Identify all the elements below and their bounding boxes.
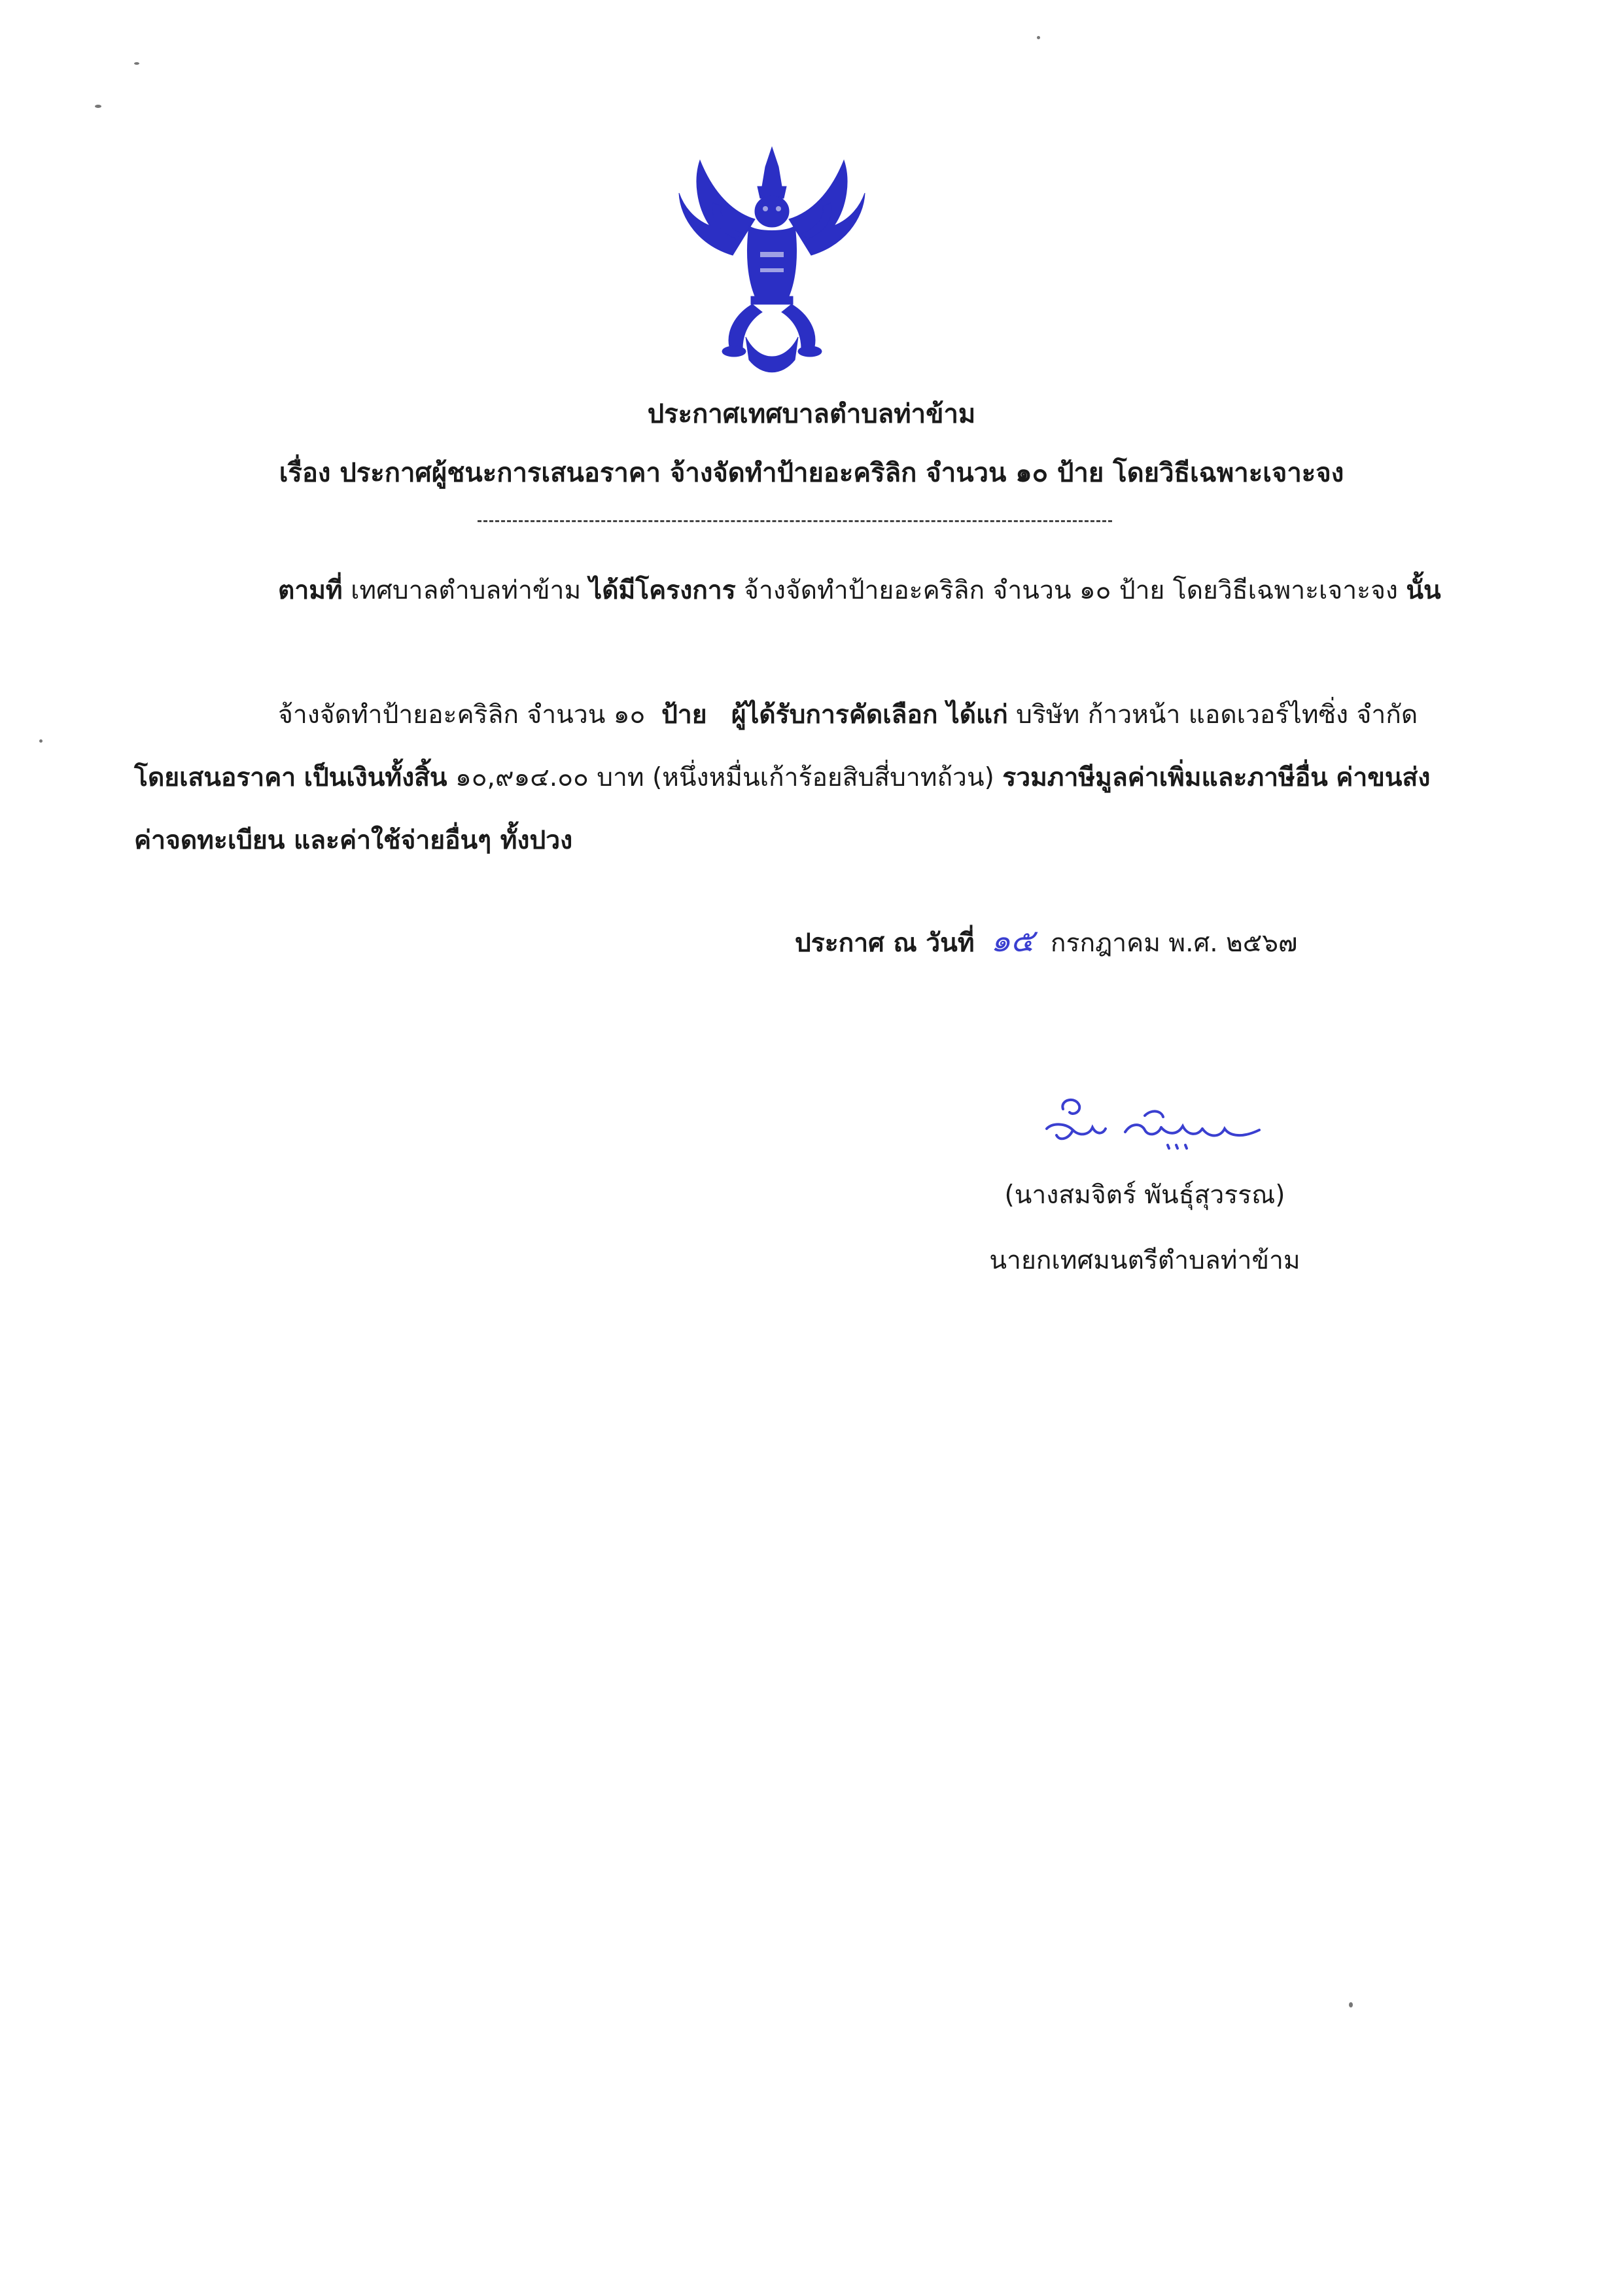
organization-name: เทศบาลตำบลท่าข้าม [351, 576, 582, 605]
announcement-month-year: กรกฎาคม พ.ศ. ๒๕๖๗ [1050, 928, 1298, 958]
garuda-emblem-icon [674, 141, 870, 380]
signatory-position: นายกเทศมนตรีตำบลท่าข้าม [989, 1246, 1300, 1275]
scan-speck [95, 105, 101, 108]
notice-subject: เรื่อง ประกาศผู้ชนะการเสนอราคา จ้างจัดทำป้ายอะคริลิก จำนวน ๑๐ ป้าย โดยวิธีเฉพาะเจาะจง [279, 458, 1344, 488]
award-selected-label: ผู้ได้รับการคัดเลือก ได้แก่ [731, 700, 1008, 730]
notice-title: ประกาศเทศบาลตำบลท่าข้าม [647, 399, 976, 429]
dashed-divider [478, 520, 1112, 522]
announcement-day: ๑๕ [990, 923, 1035, 959]
scan-speck [39, 739, 43, 743]
intro-has-project: ได้มีโครงการ [589, 576, 736, 605]
scan-speck [1349, 2002, 1353, 2007]
scan-speck [134, 62, 139, 65]
award-project: จ้างจัดทำป้ายอะคริลิก จำนวน ๑๐ [278, 700, 646, 730]
bid-label: โดยเสนอราคา [134, 763, 296, 792]
announcement-prefix: ประกาศ ณ วันที่ [795, 928, 975, 958]
signatory-name: (นางสมจิตร์ พันธุ์สุวรรณ) [1004, 1180, 1285, 1210]
bid-amount: ๑๐,๙๑๔.๐๐ บาท (หนึ่งหมื่นเก้าร้อยสิบสี่บาทถ้วน) [455, 763, 994, 792]
award-paragraph [134, 684, 1449, 872]
project-name: จ้างจัดทำป้ายอะคริลิก จำนวน ๑๐ ป้าย โดยวิธีเฉพาะเจาะจง [744, 576, 1398, 605]
signature-mark [1034, 1083, 1276, 1161]
intro-lead: ตามที่ [278, 576, 343, 605]
announcement-date [795, 916, 1297, 966]
extra-costs-note: ค่าขนส่ง ค่าจดทะเบียน และค่าใช้จ่ายอื่นๆ ทั้งปวง [134, 763, 1431, 855]
winner-name: บริษัท ก้าวหน้า แอดเวอร์ไทซิ่ง จำกัด [1016, 700, 1418, 730]
scan-speck [1037, 36, 1040, 39]
award-unit: ป้าย [661, 700, 707, 730]
intro-tail: นั้น [1406, 576, 1441, 605]
intro-paragraph [134, 559, 1449, 622]
total-label: เป็นเงินทั้งสิ้น [304, 763, 447, 792]
vat-note: รวมภาษีมูลค่าเพิ่มและภาษีอื่น [1002, 763, 1328, 792]
